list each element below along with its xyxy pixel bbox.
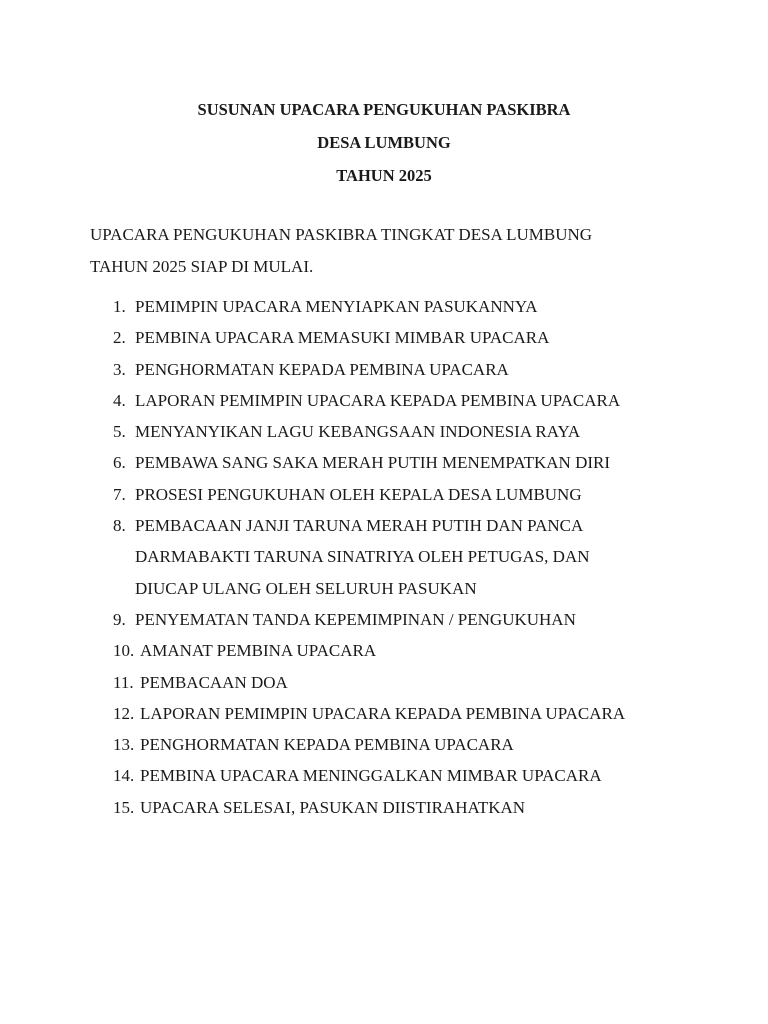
list-item-text xyxy=(140,635,730,666)
list-item-number: 14. xyxy=(113,766,135,786)
agenda-list xyxy=(90,291,730,823)
list-item-line: AMANAT PEMBINA UPACARA xyxy=(140,641,377,661)
title-line-1: SUSUNAN UPACARA PENGUKUHAN PASKIBRA xyxy=(197,100,571,119)
list-item-text xyxy=(135,385,730,416)
title-line-2: DESA LUMBUNG xyxy=(317,133,451,152)
list-item-number: 12. xyxy=(113,703,135,723)
list-item-line: PEMBACAAN DOA xyxy=(140,672,288,692)
list-item-line: DIUCAP ULANG OLEH SELURUH PASUKAN xyxy=(135,578,477,598)
list-item xyxy=(90,667,730,698)
list-item xyxy=(90,698,730,729)
list-item-text xyxy=(135,291,730,322)
list-item xyxy=(90,291,730,322)
intro-paragraph xyxy=(90,219,690,282)
list-item-number: 8. xyxy=(113,516,126,536)
list-item-number: 1. xyxy=(113,297,126,316)
list-item-text xyxy=(140,729,730,760)
list-item xyxy=(90,447,730,478)
list-item-number: 7. xyxy=(113,484,126,504)
list-item xyxy=(90,354,730,385)
list-item xyxy=(90,510,730,604)
list-item-line: PROSESI PENGUKUHAN OLEH KEPALA DESA LUMBUNG xyxy=(135,484,582,504)
list-item xyxy=(90,635,730,666)
list-item-line: PENGHORMATAN KEPADA PEMBINA UPACARA xyxy=(140,735,514,755)
list-item-number: 3. xyxy=(113,359,126,379)
document-title xyxy=(0,93,768,192)
list-item-text xyxy=(140,698,730,729)
list-item-number: 5. xyxy=(113,422,126,442)
list-item-line: PENGHORMATAN KEPADA PEMBINA UPACARA xyxy=(135,359,509,379)
list-item-line: PEMIMPIN UPACARA MENYIAPKAN PASUKANNYA xyxy=(135,297,538,316)
list-item-line: UPACARA SELESAI, PASUKAN DIISTIRAHATKAN xyxy=(140,797,526,817)
list-item-line: PEMBAWA SANG SAKA MERAH PUTIH MENEMPATKAN DIRI xyxy=(135,453,611,473)
intro-line-2: TAHUN 2025 SIAP DI MULAI. xyxy=(90,256,314,276)
list-item-text xyxy=(135,416,730,447)
list-item-number: 6. xyxy=(113,453,126,473)
list-item-text xyxy=(135,479,730,510)
list-item-number: 4. xyxy=(113,390,126,410)
list-item xyxy=(90,792,730,823)
list-item-number: 11. xyxy=(113,672,134,692)
list-item-text xyxy=(140,760,730,791)
list-item xyxy=(90,479,730,510)
intro-line-1: UPACARA PENGUKUHAN PASKIBRA TINGKAT DESA LUMBUNG xyxy=(90,225,593,244)
title-line-3: TAHUN 2025 xyxy=(336,166,432,185)
list-item-text xyxy=(135,447,730,478)
list-item-number: 15. xyxy=(113,797,135,817)
list-item xyxy=(90,729,730,760)
list-item-line: MENYANYIKAN LAGU KEBANGSAAN INDONESIA RAYA xyxy=(135,422,581,442)
list-item-text xyxy=(135,510,730,604)
list-item-line: PEMBINA UPACARA MEMASUKI MIMBAR UPACARA xyxy=(135,328,550,348)
list-item-line: DARMABAKTI TARUNA SINATRIYA OLEH PETUGAS, DAN xyxy=(135,547,590,567)
list-item-line: LAPORAN PEMIMPIN UPACARA KEPADA PEMBINA UPACARA xyxy=(135,390,621,410)
list-item xyxy=(90,416,730,447)
list-item-line: LAPORAN PEMIMPIN UPACARA KEPADA PEMBINA UPACARA xyxy=(140,703,626,723)
list-item-text xyxy=(140,792,730,823)
list-item xyxy=(90,322,730,353)
list-item-text xyxy=(135,322,730,353)
list-item-text xyxy=(140,667,730,698)
list-item-line: PEMBACAAN JANJI TARUNA MERAH PUTIH DAN PANCA xyxy=(135,516,584,536)
list-item xyxy=(90,760,730,791)
list-item-text xyxy=(135,604,730,635)
list-item-number: 10. xyxy=(113,641,135,661)
list-item-line: PEMBINA UPACARA MENINGGALKAN MIMBAR UPACARA xyxy=(140,766,602,786)
list-item-line: PENYEMATAN TANDA KEPEMIMPINAN / PENGUKUHAN xyxy=(135,609,576,629)
list-item-number: 9. xyxy=(113,609,126,629)
list-item-number: 2. xyxy=(113,328,126,348)
list-item xyxy=(90,604,730,635)
list-item-number: 13. xyxy=(113,735,135,755)
list-item xyxy=(90,385,730,416)
list-item-text xyxy=(135,354,730,385)
